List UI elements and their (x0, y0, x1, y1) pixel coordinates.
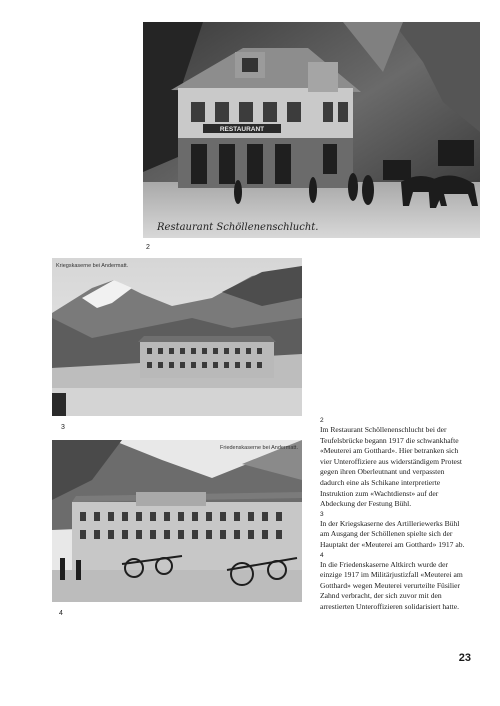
caption-number: 2 (320, 417, 324, 424)
caption-column (320, 416, 470, 613)
figure-number: 2 (146, 244, 150, 251)
photo-friedenskaserne-label: Friedenskaserne bei Andermatt. (220, 445, 298, 451)
page-number: 23 (458, 652, 471, 664)
caption-block (320, 416, 470, 510)
caption-text: In die Friedenskaserne Altkirch wurde der einzige 1917 im Militärjustizfall «Meuterei am Gotthard» wegen Meuterei verurteilte Füsilier Zahnd verbracht, der sich zuvor mit den arrestierten Unteroffizieren solidarisiert hatte. (320, 559, 463, 611)
caption-number: 3 (320, 510, 324, 518)
caption-text: Im Restaurant Schöllenenschlucht bei der Teufelsbrücke begann 1917 die schwankhafte «Meuterei am Gotthard». Hier betranken sich vier Unteroffiziere aus widerständigem Protest gegen ihren Oberleutnant und verpassten dadurch eine als Schikane interpretierte Instruktion zum «Wachtdienst» auf der Abdeckung der Festung Bühl. (320, 425, 462, 509)
restaurant-sign: RESTAURANT (219, 126, 265, 133)
photo-friedenskaserne (52, 440, 302, 602)
photo-restaurant (143, 22, 480, 238)
photo-restaurant-label: Restaurant Schöllenenschlucht. (157, 222, 319, 233)
figure-number: 4 (59, 610, 63, 617)
caption-number: 4 (320, 551, 324, 559)
caption-block (320, 510, 470, 551)
photo-kriegskaserne (52, 258, 302, 416)
caption-block (320, 551, 470, 613)
figure-number: 3 (61, 424, 65, 431)
photo-kriegskaserne-label: Kriegskaserne bei Andermatt. (56, 263, 129, 269)
caption-text: In der Kriegskaserne des Artilleriewerks Bühl am Ausgang der Schöllenen spielte sich der Hauptakt der «Meuterei am Gotthard» 1917 ab. (320, 518, 465, 549)
